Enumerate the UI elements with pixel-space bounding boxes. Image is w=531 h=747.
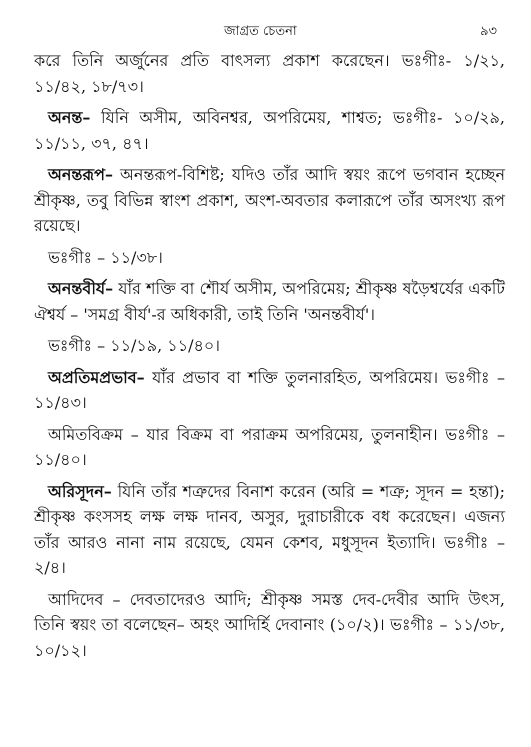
entry-term: অনন্ত– <box>48 108 91 127</box>
running-title: জাগ্রত চেতনা <box>224 24 297 39</box>
entry-text: যিনি অসীম, অবিনশ্বর, অপরিমেয়, শাশ্বত; ভঃগীঃ- ১০/২৯, ১১/১১, ৩৭, ৪৭। <box>34 108 505 153</box>
entry-text: যাঁর শক্তি বা শৌর্য অসীম, অপরিমেয়; শ্রীকৃষ্ণ ষড়ৈশ্বর্যের একটি ঐশ্বর্য – 'সমগ্র বীর্য'-র অধিকারী, তাই তিনি 'অনন্তবীর্য'। <box>34 279 505 324</box>
page-header <box>34 22 505 44</box>
entry-continuation <box>34 48 505 99</box>
entry-amitavikrama <box>34 422 505 473</box>
entry-text: যাঁর প্রভাব বা শক্তি তুলনারহিত, অপরিমেয়। ভঃগীঃ – ১১/৪৩। <box>34 367 505 412</box>
entry-text: করে তিনি অর্জুনের প্রতি বাৎসল্য প্রকাশ করেছেন। ভঃগীঃ- ১/২১, ১১/৪২, ১৮/৭৩। <box>34 51 505 96</box>
entry-term: অনন্তবীর্য– <box>48 279 114 298</box>
entry-arisudana <box>34 479 505 581</box>
entry-text: যিনি তাঁর শত্রুদের বিনাশ করেন (অরি = শত্রু; সূদন = হন্তা); শ্রীকৃষ্ণ কংসসহ লক্ষ লক্ষ দানব, অসুর, দুরাচারীকে বধ করেছেন। এজন্য তাঁর আরও নানা নাম রয়েছে, যেমন কেশব, মধুসূদন ইত্যাদি। ভঃগীঃ – ২/৪। <box>34 481 505 577</box>
entry-text: অমিতবিক্রম – যার বিক্রম বা পরাক্রম অপরিমেয়, তুলনাহীন। ভঃগীঃ – ১১/৪০। <box>34 424 505 469</box>
entry-adideva <box>34 587 505 664</box>
entry-text: ভঃগীঃ – ১১/৩৮। <box>48 247 163 267</box>
entry-reference <box>34 333 505 359</box>
entry-apratimaprabhava <box>34 365 505 416</box>
entry-text: আদিদেব – দেবতাদেরও আদি; শ্রীকৃষ্ণ সমস্ত দেব-দেবীর আদি উৎস, তিনি স্বয়ং তা বলেছেন– অহং আদির্হি দেবানাং (১০/২)। ভঃগীঃ – ১১/৩৮, ১০/১২। <box>34 589 505 660</box>
entry-anantarupa <box>34 162 505 239</box>
entry-term: অপ্রতিমপ্রভাব– <box>48 367 145 387</box>
entry-text: অনন্তরূপ-বিশিষ্ট; যদিও তাঁর আদি স্বয়ং রূপে ভগবান হচ্ছেন শ্রীকৃষ্ণ, তবু বিভিন্ন স্বাংশ প্রকাশ, অংশ-অবতার কলারূপে তাঁর অসংখ্য রূপ রয়েছে। <box>34 165 505 235</box>
entry-term: অরিসূদন– <box>48 481 112 501</box>
entry-text: ভঃগীঃ – ১১/১৯, ১১/৪০। <box>48 336 220 355</box>
entry-reference <box>34 245 505 271</box>
entry-ananta <box>34 105 505 156</box>
entry-term: অনন্তরূপ– <box>48 165 113 184</box>
page-number: ৯৩ <box>480 24 497 39</box>
entry-anantavirya <box>34 276 505 327</box>
